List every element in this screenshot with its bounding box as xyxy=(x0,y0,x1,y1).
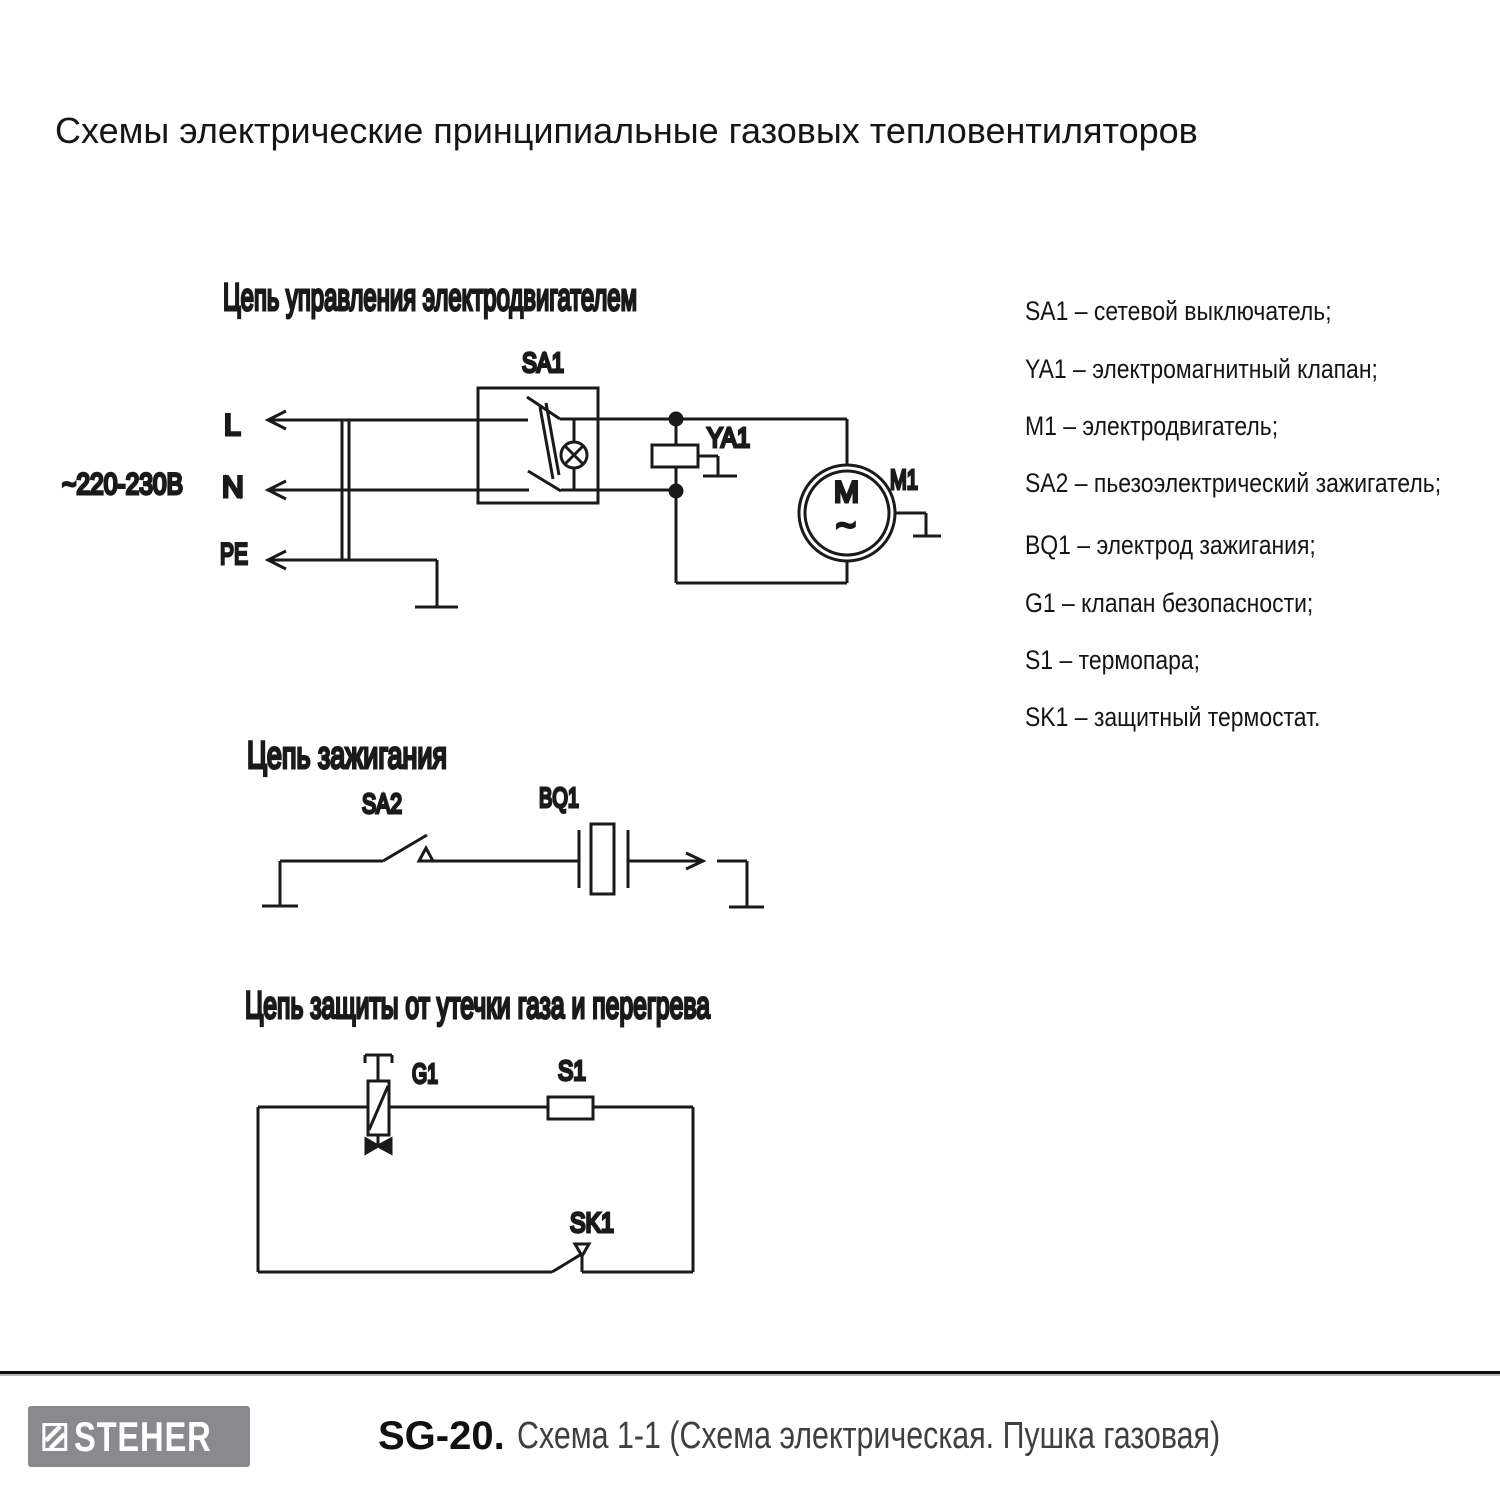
g1-label: G1 xyxy=(412,1058,438,1089)
page-title: Схемы электрические принципиальные газовых тепловентиляторов xyxy=(55,110,1198,151)
switch-blade xyxy=(527,397,560,419)
circuit2-title: Цепь зажигания xyxy=(247,735,447,777)
terminal-pe-label: PE xyxy=(220,538,248,571)
legend-item: G1 – клапан безопасности; xyxy=(1025,588,1314,618)
sk1-thermostat-symbol xyxy=(552,1244,589,1272)
circuit3-title: Цепь защиты от утечки газа и перегрева xyxy=(245,985,711,1027)
brand-mark-icon xyxy=(42,1418,68,1456)
spark-electrode xyxy=(717,861,764,907)
legend-item: S1 – термопара; xyxy=(1025,645,1201,675)
terminal-n-label: N xyxy=(222,471,244,504)
legend-item: YA1 – электромагнитный клапан; xyxy=(1025,354,1378,384)
sa1-label: SA1 xyxy=(522,347,564,378)
s1-label: S1 xyxy=(558,1055,586,1086)
switch-linkage xyxy=(540,407,553,479)
switch-blade xyxy=(528,471,561,491)
junction-dot xyxy=(669,484,684,499)
ground-icon xyxy=(415,560,458,607)
motor-ac-symbol: ~ xyxy=(836,507,856,545)
footer-caption xyxy=(378,1406,1396,1467)
piezo-element-icon xyxy=(579,824,628,894)
legend-item: SA2 – пьезоэлектрический зажигатель; xyxy=(1025,468,1442,498)
brand-logo xyxy=(28,1406,250,1467)
ground-icon xyxy=(262,861,298,906)
m1-label: M1 xyxy=(890,464,918,495)
ya1-label: YA1 xyxy=(707,422,750,453)
legend-item: SA1 – сетевой выключатель; xyxy=(1025,296,1332,326)
legend-item: M1 – электродвигатель; xyxy=(1025,411,1279,441)
bq1-label: BQ1 xyxy=(539,782,579,813)
power-input xyxy=(268,411,478,607)
sk1-label: SK1 xyxy=(570,1207,614,1238)
footer-divider xyxy=(0,1371,1500,1376)
brand-name: STEHER xyxy=(73,1412,212,1460)
sa2-label: SA2 xyxy=(362,788,402,819)
circuit1-title: Цепь управления электродвигателем xyxy=(223,277,637,319)
pushbutton-icon xyxy=(419,848,433,861)
voltage-label: ~220-230В xyxy=(62,468,183,501)
legend-item: SK1 – защитный термостат. xyxy=(1025,702,1321,732)
ground-icon xyxy=(698,456,737,476)
sa1-switch-symbol xyxy=(478,388,598,503)
junction-dot xyxy=(669,412,684,427)
valve-icon xyxy=(378,1139,391,1153)
legend-item: BQ1 – электрод зажигания; xyxy=(1025,530,1316,560)
protection-circuit xyxy=(258,1055,693,1272)
m1-motor-symbol xyxy=(799,465,941,561)
schema-description: Схема 1-1 (Схема электрическая. Пушка газовая) xyxy=(516,1415,1220,1457)
model-number: SG-20. xyxy=(378,1414,505,1458)
g1-safety-valve-symbol xyxy=(365,1055,392,1153)
thermal-contact-icon xyxy=(575,1244,589,1256)
terminal-l-label: L xyxy=(224,409,241,442)
ignition-circuit xyxy=(262,824,764,907)
lamp-icon xyxy=(561,419,587,490)
ground-icon xyxy=(895,513,941,536)
motor-letter: M xyxy=(834,476,859,509)
s1-thermocouple-symbol xyxy=(548,1097,593,1119)
